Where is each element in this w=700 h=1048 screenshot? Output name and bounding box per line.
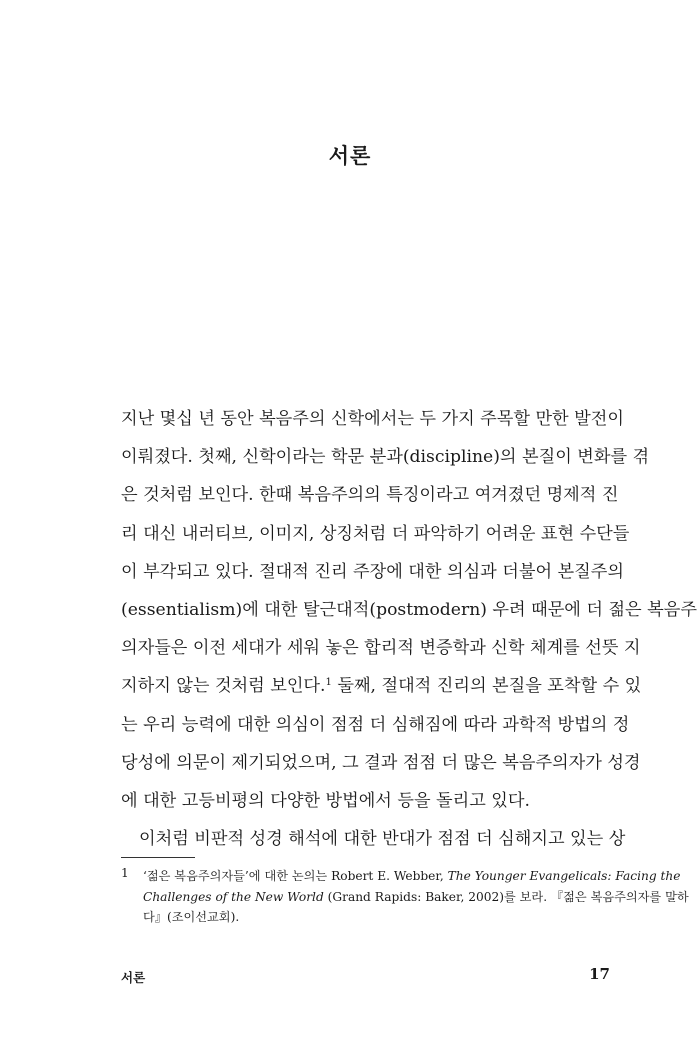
footnote xyxy=(121,866,689,928)
footnote-line: 다』(조이선교회). xyxy=(143,910,240,924)
body-line: 당성에 의문이 제기되었으며, 그 결과 점점 더 많은 복음주의자가 성경 xyxy=(121,752,641,773)
body-line: 는 우리 능력에 대한 의심이 점점 더 심해짐에 따라 과학적 방법의 정 xyxy=(121,714,630,735)
chapter-title: 서론 xyxy=(328,143,372,168)
footnote-line xyxy=(143,866,681,887)
footnote-text: ‘젊은 복음주의자들’에 대한 논의는 Robert E. Webber, xyxy=(143,869,448,883)
footnote-body xyxy=(143,866,689,928)
body-line: 의자들은 이전 세대가 세워 놓은 합리적 변증학과 신학 체계를 선뜻 지 xyxy=(121,638,641,659)
footnote-number: 1 xyxy=(121,866,129,880)
body-text-segment: 지하지 않는 것처럼 보인다. xyxy=(121,676,326,697)
body-text-segment: 둘째, 절대적 진리의 본질을 포착할 수 있 xyxy=(337,676,642,697)
footnote-book-title: The Younger Evangelicals: Facing the xyxy=(447,869,681,883)
running-footer: 서론 xyxy=(121,970,146,985)
footnote-book-title: Challenges of the New World xyxy=(143,889,324,904)
footnote-divider xyxy=(121,857,195,858)
footnote-text: (Grand Rapids: Baker, 2002)를 보라. 『젊은 복음주의자를 말하 xyxy=(323,889,689,904)
body-line: 이뤄졌다. 첫째, 신학이라는 학문 분과(discipline)의 본질이 변화를 겪 xyxy=(121,447,650,468)
page-number: 17 xyxy=(589,965,610,983)
body-line: 이처럼 비판적 성경 해석에 대한 반대가 점점 더 심해지고 있는 상 xyxy=(139,829,626,850)
body-line: 에 대한 고등비평의 다양한 방법에서 등을 돌리고 있다. xyxy=(121,790,530,811)
footnote-reference[interactable]: 1 xyxy=(325,677,332,689)
body-line: 리 대신 내러티브, 이미지, 상징처럼 더 파악하기 어려운 표현 수단들 xyxy=(121,523,630,544)
body-line: (essentialism)에 대한 탈근대적(postmodern) 우려 때문에 더 젊은 복음주 xyxy=(121,599,697,620)
footnote-line xyxy=(143,887,689,908)
body-text xyxy=(121,400,697,858)
body-line: 이 부각되고 있다. 절대적 진리 주장에 대한 의심과 더불어 본질주의 xyxy=(121,561,624,582)
body-line: 은 것처럼 보인다. 한때 복음주의의 특징이라고 여겨졌던 명제적 진 xyxy=(121,485,619,506)
body-line: 지난 몇십 년 동안 복음주의 신학에서는 두 가지 주목할 만한 발전이 xyxy=(121,409,624,429)
body-line-with-footnote xyxy=(121,667,642,705)
